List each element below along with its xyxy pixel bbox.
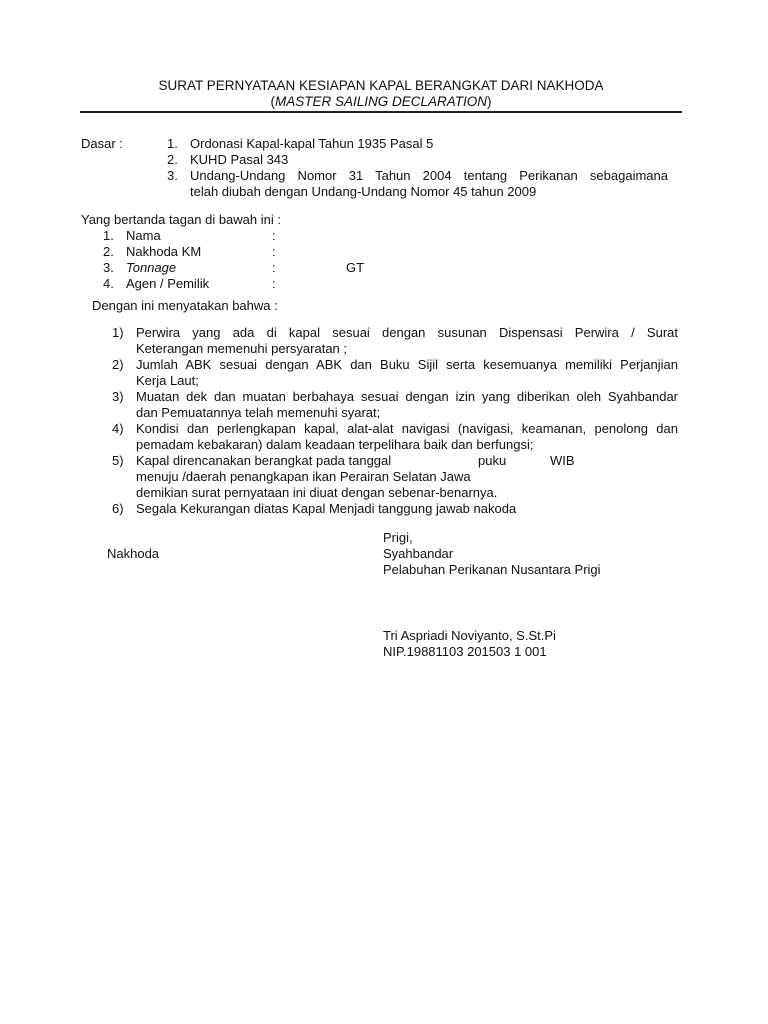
signature-role: Syahbandar: [383, 546, 454, 561]
list-item: Muatan dek dan muatan berbahaya sesuai dengan izin yang diberikan oleh Syahbandar: [136, 389, 678, 404]
list-item-number: 2.: [167, 152, 178, 167]
field-value-tonnage-unit: GT: [346, 260, 365, 275]
signatory-nip: NIP.19881103 201503 1 001: [383, 644, 547, 659]
field-number: 2.: [103, 244, 114, 259]
title-divider: [80, 111, 682, 113]
list-item-continuation: pemadam kebakaran) dalam keadaan terpelihara baik dan berfungsi;: [136, 437, 534, 452]
list-item-number: 1.: [167, 136, 178, 151]
field-label-nama: Nama: [126, 228, 161, 243]
field-colon: :: [272, 244, 276, 259]
list-item-continuation: telah diubah dengan Undang-Undang Nomor 45 tahun 2009: [190, 184, 537, 199]
field-colon: :: [272, 228, 276, 243]
list-item-number: 5): [112, 453, 124, 468]
timezone-label: WIB: [550, 453, 575, 468]
list-item: Kapal direncanakan berangkat pada tanggal: [136, 453, 392, 468]
document-title: SURAT PERNYATAAN KESIAPAN KAPAL BERANGKAT DARI NAKHODA: [158, 78, 604, 93]
list-item: Perwira yang ada di kapal sesuai dengan susunan Dispensasi Perwira / Surat: [136, 325, 678, 340]
field-label-nakhoda: Nakhoda KM: [126, 244, 202, 259]
field-number: 1.: [103, 228, 114, 243]
list-item-continuation: Keterangan memenuhi persyaratan ;: [136, 341, 348, 356]
field-colon: :: [272, 260, 276, 275]
list-item-continuation: demikian surat pernyataan ini diuat dengan sebenar-benarnya.: [136, 485, 498, 500]
list-item: Jumlah ABK sesuai dengan ABK dan Buku Sijil serta kesemuanya memiliki Perjanjian: [136, 357, 678, 372]
list-item: Undang-Undang Nomor 31 Tahun 2004 tentang Perikanan sebagaimana: [190, 168, 668, 183]
list-item-number: 1): [112, 325, 124, 340]
list-item: Ordonasi Kapal-kapal Tahun 1935 Pasal 5: [190, 136, 434, 151]
signatory-name: Tri Aspriadi Noviyanto, S.St.Pi: [383, 628, 556, 643]
signature-place: Prigi,: [383, 530, 413, 545]
field-number: 3.: [103, 260, 114, 275]
list-item-continuation: dan Pemuatannya telah memenuhi syarat;: [136, 405, 381, 420]
signer-intro: Yang bertanda tagan di bawah ini :: [81, 212, 281, 227]
signature-left-label: Nakhoda: [107, 546, 160, 561]
list-item-number: 3): [112, 389, 124, 404]
signature-office: Pelabuhan Perikanan Nusantara Prigi: [383, 562, 601, 577]
list-item: KUHD Pasal 343: [190, 152, 289, 167]
field-label-agen: Agen / Pemilik: [126, 276, 210, 291]
list-item-continuation: Kerja Laut;: [136, 373, 199, 388]
departure-time-label: puku: [478, 453, 507, 468]
list-item: Kondisi dan perlengkapan kapal, alat-alat navigasi (navigasi, keamanan, penolong dan: [136, 421, 678, 436]
statement-intro: Dengan ini menyatakan bahwa :: [92, 298, 278, 313]
list-item: Segala Kekurangan diatas Kapal Menjadi tanggung jawab nakoda: [136, 501, 517, 516]
field-colon: :: [272, 276, 276, 291]
list-item-number: 4): [112, 421, 124, 436]
list-item-number: 6): [112, 501, 124, 516]
list-item-number: 2): [112, 357, 124, 372]
subtitle-english: MASTER SAILING DECLARATION: [274, 94, 488, 109]
list-item-number: 3.: [167, 168, 178, 183]
document-subtitle: (MASTER SAILING DECLARATION): [270, 94, 492, 109]
dasar-label: Dasar :: [81, 136, 123, 151]
field-number: 4.: [103, 276, 114, 291]
field-label-tonnage: Tonnage: [126, 260, 177, 275]
list-item-continuation: menuju /daerah penangkapan ikan Perairan Selatan Jawa: [136, 469, 471, 484]
